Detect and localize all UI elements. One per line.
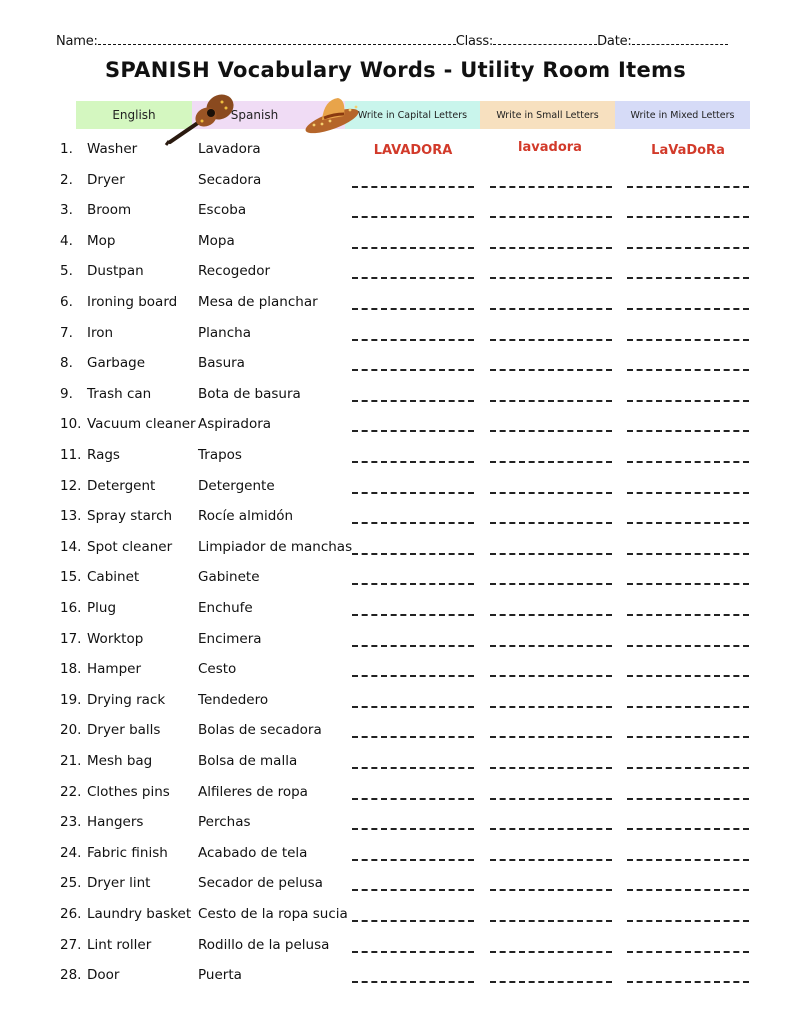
small-answer-blank[interactable]: [490, 951, 612, 953]
capital-answer-blank[interactable]: [352, 583, 474, 585]
small-answer-blank[interactable]: [490, 767, 612, 769]
vocab-row: [0, 386, 791, 408]
english-word: Drying rack: [87, 691, 166, 708]
row-number: 22.: [60, 783, 82, 800]
english-word: Laundry basket: [87, 906, 192, 922]
mixed-answer-blank[interactable]: [627, 339, 749, 341]
spanish-word: Tendedero: [198, 691, 269, 708]
english-word: Vacuum cleaner: [87, 416, 196, 433]
column-header-mixed-label: Write in Mixed Letters: [630, 109, 735, 121]
spanish-word: Recogedor: [198, 263, 271, 280]
english-word: Iron: [87, 324, 114, 341]
vocab-row: [0, 508, 791, 530]
row-number: 28.: [60, 967, 82, 984]
row-number: 24.: [60, 844, 82, 861]
vocab-row: [0, 814, 791, 836]
small-answer-blank[interactable]: [490, 369, 612, 371]
vocab-row: [0, 600, 791, 622]
capital-answer-blank[interactable]: [352, 951, 474, 953]
row-number: 1.: [60, 141, 73, 157]
capital-answer-blank[interactable]: [352, 553, 474, 555]
mixed-answer-blank[interactable]: [627, 461, 749, 463]
spanish-word: Alfileres de ropa: [198, 783, 308, 800]
row-number: 4.: [60, 232, 73, 249]
column-header-spanish-label: Spanish: [230, 108, 279, 122]
english-word: Washer: [87, 141, 138, 157]
column-header-mixed: [615, 101, 750, 129]
english-word: Dustpan: [87, 263, 144, 280]
row-number: 7.: [60, 324, 73, 341]
name-field[interactable]: [98, 32, 456, 45]
small-answer-blank[interactable]: [490, 339, 612, 341]
capital-answer-blank[interactable]: [352, 400, 474, 402]
row-number: 13.: [60, 508, 82, 525]
small-answer-blank[interactable]: [490, 828, 612, 830]
mixed-answer-blank[interactable]: [627, 614, 749, 616]
spanish-word: Plancha: [198, 324, 251, 341]
vocab-row: [0, 355, 791, 377]
spanish-word: Mesa de planchar: [198, 294, 318, 310]
small-answer-blank[interactable]: [490, 308, 612, 310]
row-number: 27.: [60, 936, 82, 953]
small-answer-blank[interactable]: [490, 981, 612, 983]
small-answer-blank[interactable]: [490, 736, 612, 738]
example-capital: LAVADORA: [373, 143, 453, 158]
english-word: Broom: [87, 202, 132, 219]
row-number: 14.: [60, 538, 82, 555]
mixed-answer-blank[interactable]: [627, 706, 749, 708]
row-number: 8.: [60, 355, 73, 372]
capital-answer-blank[interactable]: [352, 645, 474, 647]
spanish-word: Cesto: [198, 661, 237, 678]
spanish-word: Escoba: [198, 202, 247, 219]
english-word: Dryer balls: [87, 722, 161, 739]
small-answer-blank[interactable]: [490, 492, 612, 494]
small-answer-blank[interactable]: [490, 614, 612, 616]
spanish-word: Rocíe almidón: [198, 508, 294, 525]
english-word: Mop: [87, 232, 116, 249]
vocab-row: [0, 967, 791, 989]
row-number: 10.: [60, 416, 82, 433]
mixed-answer-blank[interactable]: [627, 736, 749, 738]
mixed-answer-blank[interactable]: [627, 277, 749, 279]
small-answer-blank[interactable]: [490, 553, 612, 555]
vocab-row: [0, 661, 791, 683]
student-info-line: [56, 32, 750, 52]
example-mixed: LaVaDoRa: [651, 143, 725, 158]
capital-answer-blank[interactable]: [352, 522, 474, 524]
spanish-word: Bolas de secadora: [198, 722, 322, 739]
english-word: Hamper: [87, 661, 141, 678]
class-field[interactable]: [493, 32, 597, 45]
capital-answer-blank[interactable]: [352, 675, 474, 677]
row-number: 17.: [60, 630, 82, 647]
english-word: Rags: [87, 447, 120, 463]
mixed-answer-blank[interactable]: [627, 247, 749, 249]
capital-answer-blank[interactable]: [352, 920, 474, 922]
vocab-row: [0, 263, 791, 285]
vocab-row: [0, 722, 791, 744]
small-answer-blank[interactable]: [490, 675, 612, 677]
vocab-row: [0, 478, 791, 500]
small-answer-blank[interactable]: [490, 889, 612, 891]
small-answer-blank[interactable]: [490, 522, 612, 524]
english-word: Spray starch: [87, 508, 173, 525]
example-small: lavadora: [518, 140, 582, 155]
mixed-answer-blank[interactable]: [627, 951, 749, 953]
row-number: 6.: [60, 294, 73, 310]
row-number: 18.: [60, 661, 82, 678]
vocab-row: [0, 631, 791, 653]
vocab-row: [0, 416, 791, 438]
column-header-small: [480, 101, 615, 129]
row-number: 2.: [60, 171, 73, 188]
mixed-answer-blank[interactable]: [627, 186, 749, 188]
vocab-row: [0, 539, 791, 561]
small-answer-blank[interactable]: [490, 859, 612, 861]
vocab-row: [0, 784, 791, 806]
small-answer-blank[interactable]: [490, 216, 612, 218]
capital-answer-blank[interactable]: [352, 308, 474, 310]
column-header-capital: [345, 101, 480, 129]
vocab-row: [0, 233, 791, 255]
small-answer-blank[interactable]: [490, 645, 612, 647]
capital-answer-blank[interactable]: [352, 767, 474, 769]
english-word: Dryer: [87, 171, 125, 188]
spanish-word: Gabinete: [198, 569, 260, 586]
spanish-word: Bota de basura: [198, 385, 301, 402]
row-number: 15.: [60, 569, 82, 586]
english-word: Door: [87, 967, 120, 984]
spanish-word: Acabado de tela: [198, 844, 308, 861]
row-number: 23.: [60, 814, 82, 831]
capital-answer-blank[interactable]: [352, 706, 474, 708]
mixed-answer-blank[interactable]: [627, 889, 749, 891]
vocab-row: [0, 202, 791, 224]
row-number: 16.: [60, 600, 82, 616]
mixed-answer-blank[interactable]: [627, 767, 749, 769]
small-answer-blank[interactable]: [490, 798, 612, 800]
vocab-row: [0, 875, 791, 897]
capital-answer-blank[interactable]: [352, 216, 474, 218]
vocab-row: [0, 692, 791, 714]
spanish-word: Encimera: [198, 630, 262, 647]
page-title: SPANISH Vocabulary Words - Utility Room Items: [104, 58, 687, 82]
capital-answer-blank[interactable]: [352, 277, 474, 279]
mixed-answer-blank[interactable]: [627, 216, 749, 218]
english-word: Dryer lint: [87, 875, 151, 892]
english-word: Plug: [87, 600, 117, 616]
column-header-english-label: English: [112, 108, 156, 122]
small-answer-blank[interactable]: [490, 583, 612, 585]
english-word: Worktop: [87, 630, 144, 647]
spanish-word: Secador de pelusa: [198, 875, 323, 892]
capital-answer-blank[interactable]: [352, 736, 474, 738]
mixed-answer-blank[interactable]: [627, 553, 749, 555]
row-number: 3.: [60, 202, 73, 219]
mixed-answer-blank[interactable]: [627, 400, 749, 402]
english-word: Fabric finish: [87, 844, 168, 861]
vocab-row: [0, 172, 791, 194]
mixed-answer-blank[interactable]: [627, 981, 749, 983]
spanish-word: Aspiradora: [198, 416, 272, 433]
mixed-answer-blank[interactable]: [627, 920, 749, 922]
capital-answer-blank[interactable]: [352, 186, 474, 188]
row-number: 20.: [60, 722, 82, 739]
name-label: Name:: [56, 34, 98, 49]
capital-answer-blank[interactable]: [352, 339, 474, 341]
english-word: Garbage: [87, 355, 146, 372]
english-word: Detergent: [87, 477, 156, 494]
english-word: Cabinet: [87, 569, 140, 586]
column-header-small-label: Write in Small Letters: [496, 109, 599, 121]
vocab-row: [0, 937, 791, 959]
capital-answer-blank[interactable]: [352, 828, 474, 830]
spanish-word: Lavadora: [198, 141, 261, 157]
row-number: 25.: [60, 875, 82, 892]
vocab-row: [0, 845, 791, 867]
small-answer-blank[interactable]: [490, 920, 612, 922]
row-number: 21.: [60, 753, 82, 769]
spanish-word: Enchufe: [198, 600, 253, 616]
english-word: Spot cleaner: [87, 538, 173, 555]
spanish-word: Trapos: [198, 447, 242, 463]
capital-answer-blank[interactable]: [352, 430, 474, 432]
english-word: Clothes pins: [87, 783, 170, 800]
mixed-answer-blank[interactable]: [627, 522, 749, 524]
date-label: Date:: [597, 34, 632, 49]
spanish-word: Detergente: [198, 477, 275, 494]
row-number: 19.: [60, 691, 82, 708]
vocab-row: [0, 753, 791, 775]
mixed-answer-blank[interactable]: [627, 492, 749, 494]
capital-answer-blank[interactable]: [352, 981, 474, 983]
column-header-capital-label: Write in Capital Letters: [357, 109, 468, 121]
vocab-row: [0, 447, 791, 469]
capital-answer-blank[interactable]: [352, 369, 474, 371]
mixed-answer-blank[interactable]: [627, 430, 749, 432]
capital-answer-blank[interactable]: [352, 889, 474, 891]
mixed-answer-blank[interactable]: [627, 798, 749, 800]
vocab-row: [0, 294, 791, 316]
spanish-word: Mopa: [198, 232, 235, 249]
date-field[interactable]: [632, 32, 728, 45]
english-word: Trash can: [87, 385, 152, 402]
mixed-answer-blank[interactable]: [627, 859, 749, 861]
english-word: Hangers: [87, 814, 144, 831]
capital-answer-blank[interactable]: [352, 614, 474, 616]
mixed-answer-blank[interactable]: [627, 645, 749, 647]
mixed-answer-blank[interactable]: [627, 583, 749, 585]
vocab-row: [0, 906, 791, 928]
spanish-word: Puerta: [198, 967, 242, 984]
english-word: Ironing board: [87, 294, 178, 310]
mixed-answer-blank[interactable]: [627, 308, 749, 310]
small-answer-blank[interactable]: [490, 400, 612, 402]
vocab-row: [0, 569, 791, 591]
spanish-word: Basura: [198, 355, 245, 372]
mixed-answer-blank[interactable]: [627, 828, 749, 830]
capital-answer-blank[interactable]: [352, 461, 474, 463]
small-answer-blank[interactable]: [490, 186, 612, 188]
guitar-icon: [164, 90, 240, 146]
small-answer-blank[interactable]: [490, 247, 612, 249]
row-number: 12.: [60, 477, 82, 494]
english-word: Lint roller: [87, 936, 152, 953]
small-answer-blank[interactable]: [490, 277, 612, 279]
row-number: 11.: [60, 447, 82, 463]
spanish-word: Perchas: [198, 814, 251, 831]
capital-answer-blank[interactable]: [352, 859, 474, 861]
mixed-answer-blank[interactable]: [627, 675, 749, 677]
row-number: 9.: [60, 385, 73, 402]
sombrero-icon: [302, 92, 362, 134]
capital-answer-blank[interactable]: [352, 798, 474, 800]
spanish-word: Limpiador de manchas: [198, 538, 353, 555]
small-answer-blank[interactable]: [490, 430, 612, 432]
spanish-word: Cesto de la ropa sucia: [198, 906, 348, 922]
row-number: 26.: [60, 906, 82, 922]
spanish-word: Secadora: [198, 171, 262, 188]
spanish-word: Rodillo de la pelusa: [198, 936, 330, 953]
mixed-answer-blank[interactable]: [627, 369, 749, 371]
english-word: Mesh bag: [87, 753, 153, 769]
vocab-row: [0, 141, 791, 163]
small-answer-blank[interactable]: [490, 706, 612, 708]
small-answer-blank[interactable]: [490, 461, 612, 463]
row-number: 5.: [60, 263, 73, 280]
capital-answer-blank[interactable]: [352, 247, 474, 249]
vocab-row: [0, 325, 791, 347]
class-label: Class:: [455, 34, 494, 49]
spanish-word: Bolsa de malla: [198, 753, 298, 769]
capital-answer-blank[interactable]: [352, 492, 474, 494]
